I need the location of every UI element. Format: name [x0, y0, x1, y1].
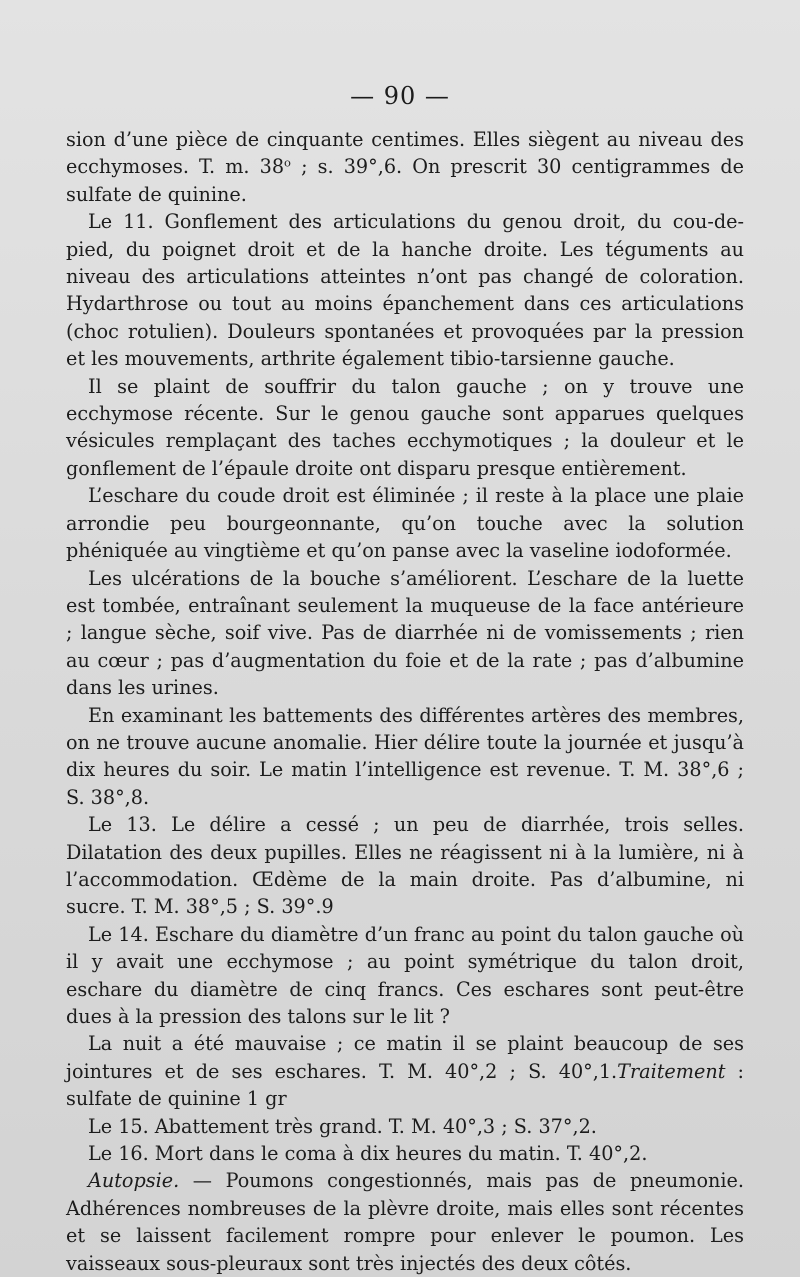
paragraph: [66, 482, 744, 564]
paragraph: [66, 565, 744, 702]
text-run: — Poumons congestionnés, mais pas de pneumonie. Adhérences nombreuses de la plèvre droite, mais elles sont récentes et se laissent facilement rompre pour enlever le poumon. Les vaisseaux sous-pleuraux sont très injectés des deux côtés.: [66, 1169, 744, 1275]
paragraph: [66, 1167, 744, 1277]
text-run: L’eschare du coude droit est éliminée ; il reste à la place une plaie arrondie peu bourgeonnante, qu’on touche avec la solution phéniquée au vingtième et qu’on panse avec la vaseline iodoformée.: [66, 484, 744, 563]
italic-text: Autopsie.: [88, 1169, 180, 1193]
paragraph: [66, 1140, 744, 1167]
text-run: Le 14. Eschare du diamètre d’un franc au point du talon gauche où il y avait une ecchymose ; au point symétrique du talon droit, eschare du diamètre de cinq francs. Ces eschares sont peut-être dues à la pression des talons sur le lit ?: [66, 922, 744, 1028]
paragraph: [66, 1030, 744, 1112]
text-run: Il se plaint de souffrir du talon gauche ; on y trouve une ecchymose récente. Sur le genou gauche sont apparues quelques vésicules remplaçant des taches ecchymotiques ; la douleur et le gonflement de l’épaule droite ont disparu presque entièrement.: [66, 374, 744, 480]
page-number: — 90 —: [350, 82, 450, 110]
superscript-text: o: [284, 156, 291, 171]
text-run: ; s. 39°,6. On prescrit 30 centigrammes de sulfate de quinine.: [66, 155, 744, 206]
italic-text: Traitement: [617, 1059, 726, 1083]
text-run: La nuit a été mauvaise ; ce matin il se plaint beaucoup de ses jointures et de ses eschares. T. M. 40°,2 ; S. 40°,1.: [66, 1032, 744, 1083]
paragraph: [66, 126, 744, 208]
text-run: Les ulcérations de la bouche s’améliorent. L’eschare de la luette est tombée, entraînant seulement la muqueuse de la face antérieure ; langue sèche, soif vive. Pas de diarrhée ni de vomissements ; rien au cœur ; pas d’augmentation du foie et de la rate ; pas d’albumine dans les urines.: [66, 566, 744, 700]
text-run: sion d’une pièce de cinquante centimes. Elles siègent au niveau des ecchymoses. T. m. 38: [66, 128, 744, 179]
text-run: En examinant les battements des différentes artères des membres, on ne trouve aucune anomalie. Hier délire toute la journée et jusqu’à dix heures du soir. Le matin l’intelligence est revenue. T. M. 38°,6 ; S. 38°,8.: [66, 703, 744, 809]
text-run: Le 11. Gonflement des articulations du genou droit, du cou-de-pied, du poignet droit et de la hanche droite. Les téguments au niveau des articulations atteintes n’ont pas changé de coloration. Hydarthrose ou tout au moins épanchement dans ces articulations (choc rotulien). Douleurs spontanées et provoquées par la pression et les mouvements, arthrite également tibio-tarsienne gauche.: [66, 210, 744, 371]
paragraph: [66, 921, 744, 1031]
text-run: Le 15. Abattement très grand. T. M. 40°,3 ; S. 37°,2.: [88, 1114, 597, 1138]
body-text: [66, 126, 744, 1277]
text-run: Le 16. Mort dans le coma à dix heures du matin. T. 40°,2.: [88, 1142, 648, 1166]
text-run: Le 13. Le délire a cessé ; un peu de diarrhée, trois selles. Dilatation des deux pupilles. Elles ne réagissent ni à la lumière, ni à l’accommodation. Œdème de la main droite. Pas d’albumine, ni sucre. T. M. 38°,5 ; S. 39°.9: [66, 813, 744, 919]
paragraph: [66, 1113, 744, 1140]
text-run: : sulfate de quinine 1 gr: [66, 1059, 744, 1111]
paragraph: [66, 811, 744, 921]
paragraph: [66, 208, 744, 372]
paragraph: [66, 702, 744, 812]
paragraph: [66, 373, 744, 483]
